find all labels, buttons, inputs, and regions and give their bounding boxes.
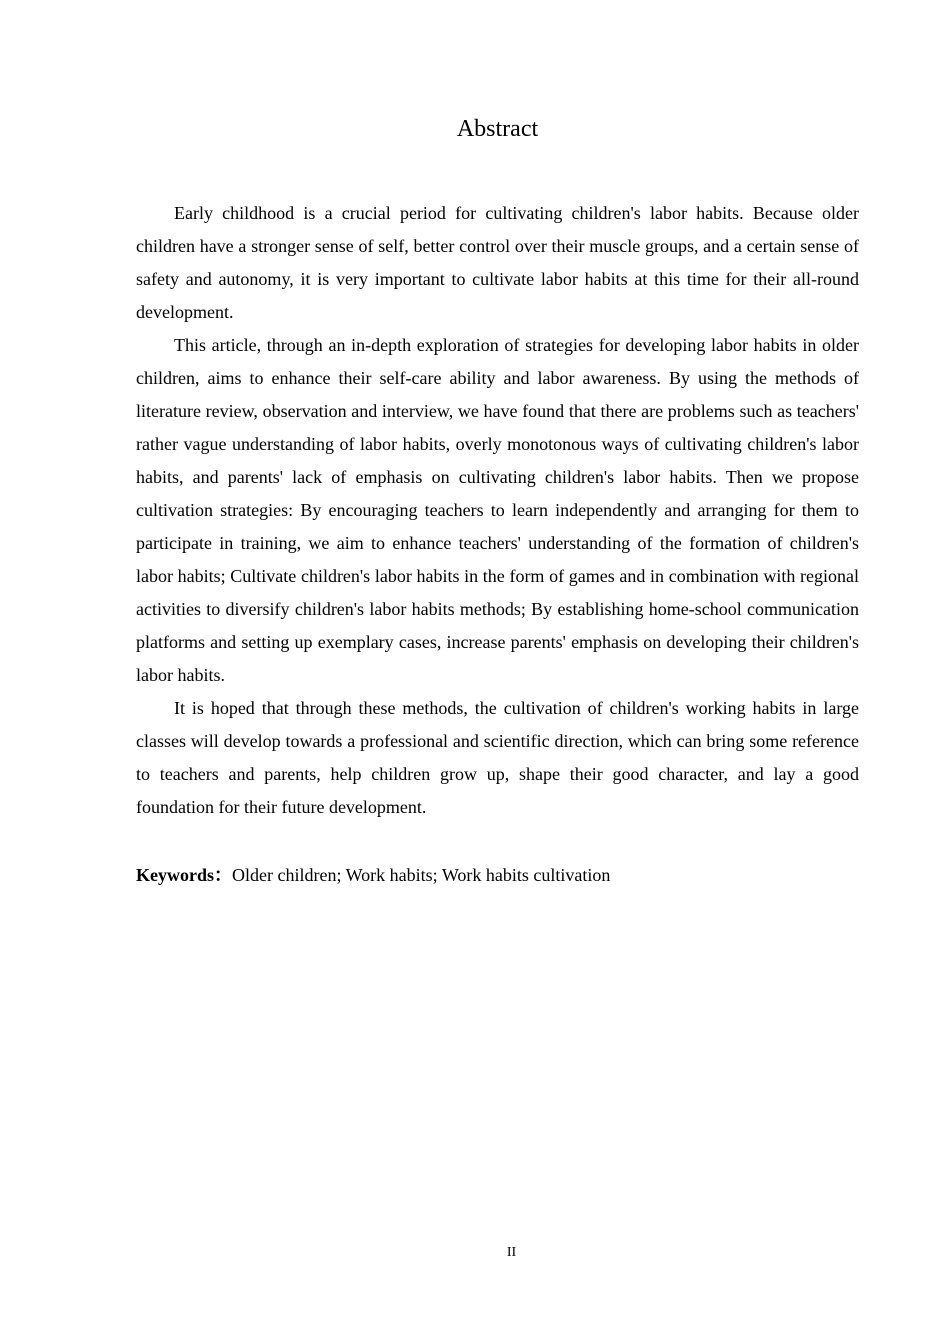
- keywords-label: Keywords：: [136, 865, 232, 885]
- keywords-text: Older children; Work habits; Work habits cultivation: [232, 865, 611, 885]
- abstract-title: Abstract: [456, 116, 539, 142]
- abstract-paragraph-1: Early childhood is a crucial period for cultivating children's labor habits. Because older children have a stronger sense of self, better control over their muscle groups, and a certain sense of safety and autonomy, it is very important to cultivate labor habits at this time for their all-round development.: [136, 203, 859, 322]
- page-number: II: [506, 1245, 517, 1260]
- abstract-paragraph-2: This article, through an in-depth exploration of strategies for developing labor habits in older children, aims to enhance their self-care ability and labor awareness. By using the methods of literature review, observation and interview, we have found that there are problems such as teachers' rather vague understanding of labor habits, overly monotonous ways of cultivating children's labor habits, and parents' lack of emphasis on cultivating children's labor habits. Then we propose cultivation strategies: By encouraging teachers to learn independently and arranging for them to participate in training, we aim to enhance teachers' understanding of the formation of children's labor habits; Cultivate children's labor habits in the form of games and in combination with regional activities to diversify children's labor habits methods; By establishing home-school communication platforms and setting up exemplary cases, increase parents' emphasis on developing their children's labor habits.: [136, 335, 859, 685]
- abstract-paragraph-3: It is hoped that through these methods, the cultivation of children's working habits in large classes will develop towards a professional and scientific direction, which can bring some reference to teachers and parents, help children grow up, shape their good character, and lay a good foundation for their future development.: [136, 698, 859, 817]
- abstract-body: [136, 197, 859, 824]
- keywords-line: [136, 860, 859, 890]
